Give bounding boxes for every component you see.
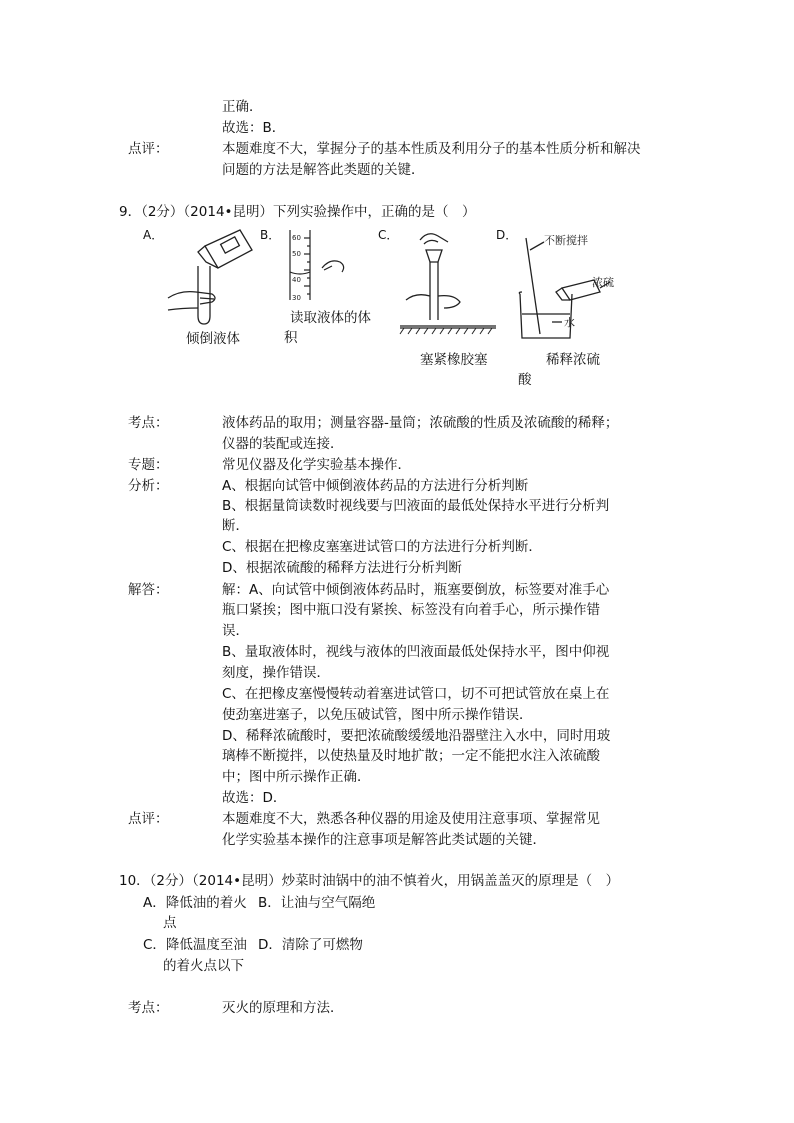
q10-option-a-1: A．降低油的着火 <box>143 895 247 911</box>
cyl-tick-50: 50 <box>292 250 301 258</box>
label-acid: 浓硫 <box>592 276 614 289</box>
q9-option-a-caption: 倾倒液体 <box>186 331 240 347</box>
figure-c-stopper <box>398 230 498 340</box>
q9-jieda-line: 瓶口紧挨；图中瓶口没有紧挨、标签没有向着手心，所示操作错 <box>222 602 600 618</box>
cyl-tick-30: 30 <box>292 294 301 302</box>
label-water: 水 <box>564 316 575 329</box>
q9-comment-label: 点评： <box>128 811 169 827</box>
q9-zhuanti: 常见仪器及化学实验基本操作． <box>222 457 411 473</box>
figure-d-dilution <box>510 230 620 342</box>
q10-kaodian: 灭火的原理和方法． <box>222 1000 344 1016</box>
cyl-tick-40: 40 <box>292 276 301 284</box>
q9-jieda-line: 中；图中所示操作正确． <box>222 769 371 785</box>
q10-option-c-1: C．降低温度至油 <box>143 937 247 953</box>
q10-kaodian-label: 考点： <box>128 1000 169 1016</box>
label-stir: 不断搅拌 <box>544 234 588 247</box>
q9-jieda-line: 刻度，操作错误． <box>222 665 330 681</box>
q9-option-b-letter: B． <box>260 228 281 242</box>
q9-fenxi-line: A、根据向试管中倾倒液体药品的方法进行分析判断 <box>222 478 529 494</box>
q9-fenxi-line: C、根据在把橡皮塞塞进试管口的方法进行分析判断． <box>222 539 542 555</box>
q9-jieda-line: 解：A、向试管中倾倒液体药品时，瓶塞要倒放，标签要对准手心 <box>222 582 610 598</box>
q9-option-b-caption-2: 积 <box>284 330 298 346</box>
q8-line-correct: 正确． <box>222 99 263 115</box>
q9-option-a-letter: A． <box>143 228 164 242</box>
q9-fenxi-label: 分析： <box>128 478 169 494</box>
figure-a-pouring <box>160 228 260 328</box>
figure-b-cylinder <box>270 228 360 308</box>
q9-fenxi-line: B、根据量筒读数时视线要与凹液面的最低处保持水平进行分析判 <box>222 498 610 514</box>
q9-jieda-line: 误． <box>222 623 249 639</box>
cyl-tick-60: 60 <box>292 234 301 242</box>
q9-option-d-caption-1: 稀释浓硫 <box>546 352 600 368</box>
q9-option-c-letter: C． <box>378 228 399 242</box>
q10-option-c-2: 的着火点以下 <box>163 958 244 974</box>
q9-option-d-caption-2: 酸 <box>518 372 532 388</box>
q9-comment-2: 化学实验基本操作的注意事项是解答此类试题的关键． <box>222 832 546 848</box>
q9-zhuanti-label: 专题： <box>128 457 169 473</box>
q8-comment-1: 本题难度不大，掌握分子的基本性质及利用分子的基本性质分析和解决 <box>222 141 641 157</box>
q10-option-a-2: 点 <box>163 915 177 931</box>
q9-jieda-line: C、在把橡皮塞慢慢转动着塞进试管口，切不可把试管放在桌上在 <box>222 686 610 702</box>
q9-jieda-line: B、量取液体时，视线与液体的凹液面最低处保持水平，图中仰视 <box>222 644 610 660</box>
q9-kaodian-1: 液体药品的取用；测量容器-量筒；浓硫酸的性质及浓硫酸的稀释； <box>222 415 619 431</box>
q9-kaodian-2: 仪器的装配或连接． <box>222 436 344 452</box>
q8-comment-label: 点评： <box>128 141 169 157</box>
q8-comment-2: 问题的方法是解答此类题的关键． <box>222 162 425 178</box>
q9-fenxi-line: 断． <box>222 518 249 534</box>
q8-answer: 故选：B． <box>222 120 286 136</box>
q9-stem: 9．（2分）（2014•昆明）下列实验操作中，正确的是（ ） <box>119 204 476 220</box>
q10-option-d: D．清除了可燃物 <box>258 937 363 953</box>
q9-fenxi-line: D、根据浓硫酸的稀释方法进行分析判断 <box>222 560 462 576</box>
q9-option-d-letter: D． <box>496 228 518 242</box>
q9-kaodian-label: 考点： <box>128 415 169 431</box>
q9-jieda-line: 璃棒不断搅拌，以使热量及时地扩散；一定不能把水注入浓硫酸 <box>222 748 600 764</box>
q9-comment-1: 本题难度不大，熟悉各种仪器的用途及使用注意事项、掌握常见 <box>222 811 600 827</box>
q9-option-b-caption-1: 读取液体的体 <box>290 310 371 326</box>
q9-jieda-line: 使劲塞进塞子，以免压破试管，图中所示操作错误． <box>222 707 533 723</box>
q9-answer: 故选：D． <box>222 790 287 806</box>
q9-option-c-caption: 塞紧橡胶塞 <box>420 352 488 368</box>
q10-option-b: B．让油与空气隔绝 <box>258 895 376 911</box>
q9-jieda-line: D、稀释浓硫酸时，要把浓硫酸缓缓地沿器壁注入水中，同时用玻 <box>222 728 611 744</box>
q10-stem: 10．（2分）（2014•昆明）炒菜时油锅中的油不慎着火，用锅盖盖灭的原理是（ ） <box>119 873 620 889</box>
q9-jieda-label: 解答： <box>128 582 169 598</box>
